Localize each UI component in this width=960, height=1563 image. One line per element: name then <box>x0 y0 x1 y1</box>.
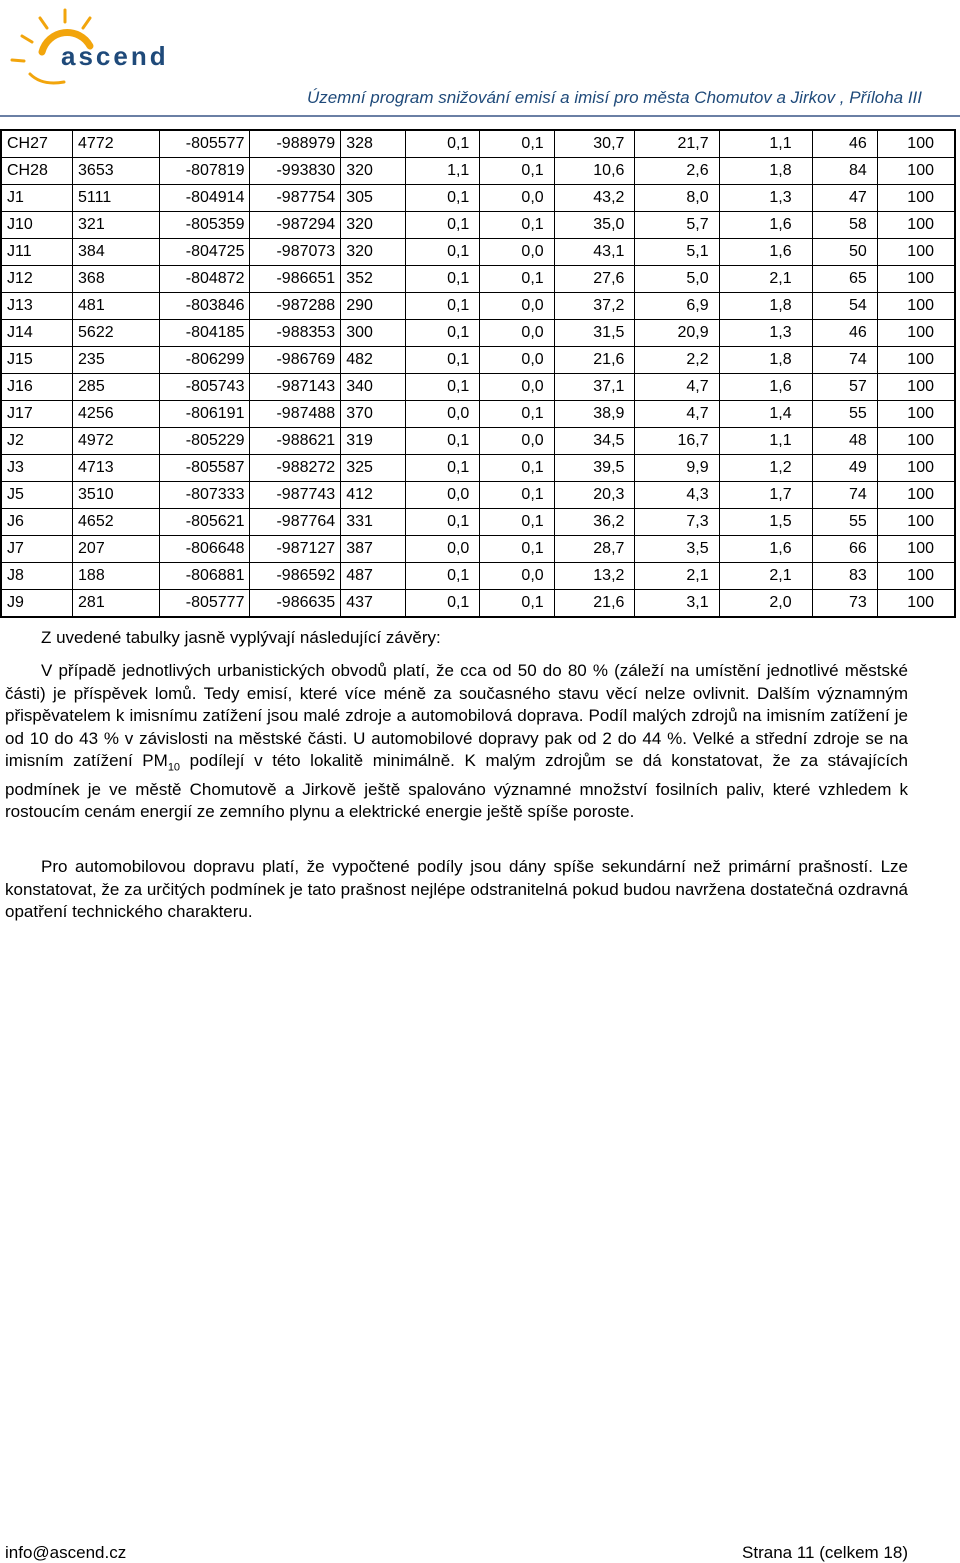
table-row <box>1 482 955 509</box>
table-cell: 100 <box>877 266 955 293</box>
table-cell: 100 <box>877 374 955 401</box>
table-cell: -988979 <box>250 130 341 158</box>
table-cell: -986769 <box>250 347 341 374</box>
table-cell: 285 <box>73 374 160 401</box>
table-cell: 36,2 <box>554 509 635 536</box>
table-cell: -805621 <box>159 509 250 536</box>
table-cell: 1,8 <box>719 158 812 185</box>
table-cell: 487 <box>341 563 406 590</box>
table-cell: 1,8 <box>719 293 812 320</box>
table-cell: 3510 <box>73 482 160 509</box>
table-cell: 328 <box>341 130 406 158</box>
table-cell: -987294 <box>250 212 341 239</box>
footer-page-number: Strana 11 (celkem 18) <box>742 1543 908 1562</box>
paragraph-2-text: Pro automobilovou dopravu platí, že vypočtené podíly jsou dány spíše sekundární než primární prašností. Lze konstatovat, že za určitých podmínek je tato prašnost nejlépe odstranitelná pokud budou navržena dostatečná ozdravná opatření technického charakteru. <box>5 857 908 921</box>
table-cell: 100 <box>877 428 955 455</box>
table-cell: 0,1 <box>480 536 554 563</box>
table-cell: 384 <box>73 239 160 266</box>
table-cell: 100 <box>877 130 955 158</box>
table-cell: 2,6 <box>635 158 719 185</box>
table-cell: 2,1 <box>719 563 812 590</box>
table-cell: -988272 <box>250 455 341 482</box>
table-cell: 1,6 <box>719 239 812 266</box>
table-cell: 0,1 <box>480 482 554 509</box>
table-cell: -806648 <box>159 536 250 563</box>
table-cell: -987143 <box>250 374 341 401</box>
table-row <box>1 590 955 618</box>
table-cell: 5111 <box>73 185 160 212</box>
table-cell: 0,1 <box>405 185 479 212</box>
table-cell: 0,1 <box>405 563 479 590</box>
table-cell: 0,1 <box>480 130 554 158</box>
table-cell: 55 <box>812 509 877 536</box>
table-cell: 4,7 <box>635 401 719 428</box>
table-cell: 437 <box>341 590 406 618</box>
row-id-cell: J6 <box>1 509 73 536</box>
table-cell: 0,1 <box>405 239 479 266</box>
table-cell: 0,1 <box>405 509 479 536</box>
table-cell: 20,9 <box>635 320 719 347</box>
table-cell: 387 <box>341 536 406 563</box>
table-cell: 8,0 <box>635 185 719 212</box>
table-cell: 331 <box>341 509 406 536</box>
table-cell: 4713 <box>73 455 160 482</box>
table-row <box>1 158 955 185</box>
emissions-table <box>0 129 956 618</box>
table-cell: 21,7 <box>635 130 719 158</box>
table-cell: 0,1 <box>480 455 554 482</box>
table-row <box>1 563 955 590</box>
table-cell: 482 <box>341 347 406 374</box>
row-id-cell: CH27 <box>1 130 73 158</box>
table-cell: -804725 <box>159 239 250 266</box>
table-cell: 13,2 <box>554 563 635 590</box>
row-id-cell: J10 <box>1 212 73 239</box>
row-id-cell: J1 <box>1 185 73 212</box>
table-cell: -987488 <box>250 401 341 428</box>
table-cell: 321 <box>73 212 160 239</box>
row-id-cell: J7 <box>1 536 73 563</box>
table-cell: 43,1 <box>554 239 635 266</box>
row-id-cell: J2 <box>1 428 73 455</box>
table-cell: 0,0 <box>480 293 554 320</box>
table-cell: 0,1 <box>480 158 554 185</box>
table-cell: 5,7 <box>635 212 719 239</box>
table-cell: 55 <box>812 401 877 428</box>
table-cell: 2,1 <box>635 563 719 590</box>
table-cell: 188 <box>73 563 160 590</box>
table-cell: -803846 <box>159 293 250 320</box>
table-cell: 320 <box>341 212 406 239</box>
table-cell: -805587 <box>159 455 250 482</box>
table-cell: 50 <box>812 239 877 266</box>
table-cell: -988353 <box>250 320 341 347</box>
table-cell: 66 <box>812 536 877 563</box>
table-cell: -804914 <box>159 185 250 212</box>
paragraph-1-text-a: V případě jednotlivých urbanistických obvodů platí, že cca od 50 do 80 % (záleží na umístění jednotlivé městské části) je příspěvek lomů. Tedy emisí, které více méně za současného stavu věcí nelze ovlivnit. Dalším významným přispěvatelem k imisnímu zatížení jsou malé zdroje a automobilová doprava. Podíl malých zdrojů na imisním zatížení je od 10 do 43 % v závislosti na městské části. U automobilové dopravy pak od 2 do 44 %. Velké a střední zdroje se na imisním zatížení PM <box>5 661 908 770</box>
table-cell: -806299 <box>159 347 250 374</box>
pm-subscript: 10 <box>167 761 181 774</box>
table-cell: 100 <box>877 185 955 212</box>
table-cell: 320 <box>341 239 406 266</box>
table-row <box>1 185 955 212</box>
table-cell: 100 <box>877 158 955 185</box>
table-cell: -993830 <box>250 158 341 185</box>
table-cell: 300 <box>341 320 406 347</box>
table-cell: 281 <box>73 590 160 618</box>
table-cell: 74 <box>812 347 877 374</box>
table-cell: 49 <box>812 455 877 482</box>
table-row <box>1 212 955 239</box>
table-cell: 100 <box>877 590 955 618</box>
table-cell: 100 <box>877 401 955 428</box>
table-cell: 1,1 <box>405 158 479 185</box>
table-row <box>1 509 955 536</box>
table-cell: 370 <box>341 401 406 428</box>
table-cell: 100 <box>877 293 955 320</box>
table-cell: 27,6 <box>554 266 635 293</box>
table-cell: 0,1 <box>405 347 479 374</box>
table-cell: 4,3 <box>635 482 719 509</box>
table-cell: 1,2 <box>719 455 812 482</box>
paragraph-2 <box>5 856 908 924</box>
table-cell: 0,0 <box>480 563 554 590</box>
table-cell: 1,8 <box>719 347 812 374</box>
table-cell: 0,1 <box>405 320 479 347</box>
row-id-cell: CH28 <box>1 158 73 185</box>
table-row <box>1 239 955 266</box>
table-cell: -807819 <box>159 158 250 185</box>
table-cell: 57 <box>812 374 877 401</box>
table-cell: 352 <box>341 266 406 293</box>
table-cell: 4652 <box>73 509 160 536</box>
table-row <box>1 536 955 563</box>
table-cell: 47 <box>812 185 877 212</box>
table-cell: 0,1 <box>480 401 554 428</box>
table-cell: 0,0 <box>480 374 554 401</box>
table-cell: -987754 <box>250 185 341 212</box>
table-cell: 481 <box>73 293 160 320</box>
table-cell: -805229 <box>159 428 250 455</box>
table-cell: 7,3 <box>635 509 719 536</box>
table-cell: 368 <box>73 266 160 293</box>
row-id-cell: J17 <box>1 401 73 428</box>
table-cell: -805743 <box>159 374 250 401</box>
table-cell: 320 <box>341 158 406 185</box>
table-cell: 290 <box>341 293 406 320</box>
table-cell: 1,6 <box>719 212 812 239</box>
table-cell: 21,6 <box>554 590 635 618</box>
table-cell: 0,1 <box>480 212 554 239</box>
table-cell: 0,1 <box>405 293 479 320</box>
table-cell: 31,5 <box>554 320 635 347</box>
table-cell: 100 <box>877 563 955 590</box>
table-cell: 6,9 <box>635 293 719 320</box>
table-cell: 5622 <box>73 320 160 347</box>
table-cell: 10,6 <box>554 158 635 185</box>
table-cell: 100 <box>877 536 955 563</box>
table-cell: -987073 <box>250 239 341 266</box>
table-cell: 1,6 <box>719 374 812 401</box>
table-cell: 74 <box>812 482 877 509</box>
table-cell: 54 <box>812 293 877 320</box>
table-cell: 28,7 <box>554 536 635 563</box>
table-cell: 340 <box>341 374 406 401</box>
table-cell: -986635 <box>250 590 341 618</box>
table-cell: 0,1 <box>405 455 479 482</box>
table-cell: -987743 <box>250 482 341 509</box>
table-cell: -804872 <box>159 266 250 293</box>
logo-text: ascend <box>61 41 169 71</box>
paragraph-1-text-b: podílejí v této lokalitě minimálně. K malým zdrojům se dá konstatovat, že za stávajících podmínek je ve městě Chomutově a Jirkově ještě spalováno významné množství fosilních paliv, které vzhledem k rostoucím cenám energií ze zemního plynu a elektrické energie ještě spíše poroste. <box>5 751 908 822</box>
table-cell: 37,1 <box>554 374 635 401</box>
table-cell: 0,0 <box>405 401 479 428</box>
table-row <box>1 130 955 158</box>
table-cell: 1,5 <box>719 509 812 536</box>
table-cell: 34,5 <box>554 428 635 455</box>
row-id-cell: J15 <box>1 347 73 374</box>
table-cell: 20,3 <box>554 482 635 509</box>
table-cell: 3,1 <box>635 590 719 618</box>
table-cell: -805577 <box>159 130 250 158</box>
table-cell: 1,3 <box>719 320 812 347</box>
conclusion-intro: Z uvedené tabulky jasně vyplývají následující závěry: <box>41 628 441 647</box>
table-cell: 46 <box>812 320 877 347</box>
table-cell: 0,1 <box>405 130 479 158</box>
table-cell: 73 <box>812 590 877 618</box>
table-cell: -805777 <box>159 590 250 618</box>
table-cell: 0,1 <box>405 212 479 239</box>
footer-email: info@ascend.cz <box>5 1543 127 1562</box>
table-row <box>1 401 955 428</box>
table-cell: -987764 <box>250 509 341 536</box>
table-cell: 1,4 <box>719 401 812 428</box>
table-cell: 65 <box>812 266 877 293</box>
row-id-cell: J5 <box>1 482 73 509</box>
table-cell: 0,0 <box>480 185 554 212</box>
table-cell: 0,0 <box>405 536 479 563</box>
table-cell: 0,1 <box>405 374 479 401</box>
table-cell: 0,1 <box>405 266 479 293</box>
table-cell: 1,3 <box>719 185 812 212</box>
table-cell: 21,6 <box>554 347 635 374</box>
table-cell: 0,1 <box>405 428 479 455</box>
table-cell: -804185 <box>159 320 250 347</box>
table-cell: 5,1 <box>635 239 719 266</box>
table-cell: 4772 <box>73 130 160 158</box>
table-row <box>1 428 955 455</box>
row-id-cell: J16 <box>1 374 73 401</box>
table-cell: 3,5 <box>635 536 719 563</box>
table-cell: 0,0 <box>480 320 554 347</box>
table-cell: -807333 <box>159 482 250 509</box>
table-cell: 9,9 <box>635 455 719 482</box>
table-row <box>1 266 955 293</box>
table-cell: 0,0 <box>480 347 554 374</box>
table-cell: 0,0 <box>480 428 554 455</box>
table-cell: 0,1 <box>480 509 554 536</box>
table-cell: 4256 <box>73 401 160 428</box>
table-cell: 2,0 <box>719 590 812 618</box>
table-cell: 0,1 <box>480 590 554 618</box>
row-id-cell: J12 <box>1 266 73 293</box>
table-cell: 4972 <box>73 428 160 455</box>
table-cell: 4,7 <box>635 374 719 401</box>
table-cell: 39,5 <box>554 455 635 482</box>
table-cell: -806191 <box>159 401 250 428</box>
table-cell: 1,6 <box>719 536 812 563</box>
table-cell: 2,2 <box>635 347 719 374</box>
table-cell: 46 <box>812 130 877 158</box>
row-id-cell: J11 <box>1 239 73 266</box>
table-cell: 100 <box>877 482 955 509</box>
table-cell: 38,9 <box>554 401 635 428</box>
table-cell: 58 <box>812 212 877 239</box>
table-cell: -805359 <box>159 212 250 239</box>
table-cell: 30,7 <box>554 130 635 158</box>
table-cell: 412 <box>341 482 406 509</box>
table-cell: 0,0 <box>405 482 479 509</box>
table-cell: 1,1 <box>719 130 812 158</box>
table-row <box>1 293 955 320</box>
header-divider <box>0 115 960 117</box>
table-cell: 3653 <box>73 158 160 185</box>
row-id-cell: J3 <box>1 455 73 482</box>
table-cell: 319 <box>341 428 406 455</box>
table-cell: 37,2 <box>554 293 635 320</box>
document-header-title: Územní program snižování emisí a imisí pro města Chomutov a Jirkov , Příloha III <box>306 88 922 107</box>
table-cell: 84 <box>812 158 877 185</box>
table-cell: 100 <box>877 347 955 374</box>
table-cell: -988621 <box>250 428 341 455</box>
table-row <box>1 455 955 482</box>
table-cell: 0,0 <box>480 239 554 266</box>
table-cell: 2,1 <box>719 266 812 293</box>
table-cell: 305 <box>341 185 406 212</box>
table-cell: 0,1 <box>480 266 554 293</box>
table-row <box>1 374 955 401</box>
table-cell: 0,1 <box>405 590 479 618</box>
table-cell: 5,0 <box>635 266 719 293</box>
ascend-logo <box>2 4 182 94</box>
table-cell: 16,7 <box>635 428 719 455</box>
row-id-cell: J8 <box>1 563 73 590</box>
row-id-cell: J14 <box>1 320 73 347</box>
table-cell: -987127 <box>250 536 341 563</box>
table-cell: 100 <box>877 212 955 239</box>
table-cell: 100 <box>877 455 955 482</box>
table-cell: -806881 <box>159 563 250 590</box>
table-cell: 100 <box>877 239 955 266</box>
table-cell: 1,7 <box>719 482 812 509</box>
table-cell: 235 <box>73 347 160 374</box>
table-row <box>1 347 955 374</box>
table-cell: 83 <box>812 563 877 590</box>
table-cell: 43,2 <box>554 185 635 212</box>
table-cell: 100 <box>877 320 955 347</box>
table-cell: 207 <box>73 536 160 563</box>
table-row <box>1 320 955 347</box>
table-cell: -986651 <box>250 266 341 293</box>
table-cell: -986592 <box>250 563 341 590</box>
table-cell: 35,0 <box>554 212 635 239</box>
table-cell: 48 <box>812 428 877 455</box>
row-id-cell: J13 <box>1 293 73 320</box>
table-cell: -987288 <box>250 293 341 320</box>
table-body <box>1 130 955 617</box>
table-cell: 100 <box>877 509 955 536</box>
table-cell: 1,1 <box>719 428 812 455</box>
table-cell: 325 <box>341 455 406 482</box>
paragraph-1 <box>5 660 908 824</box>
row-id-cell: J9 <box>1 590 73 618</box>
